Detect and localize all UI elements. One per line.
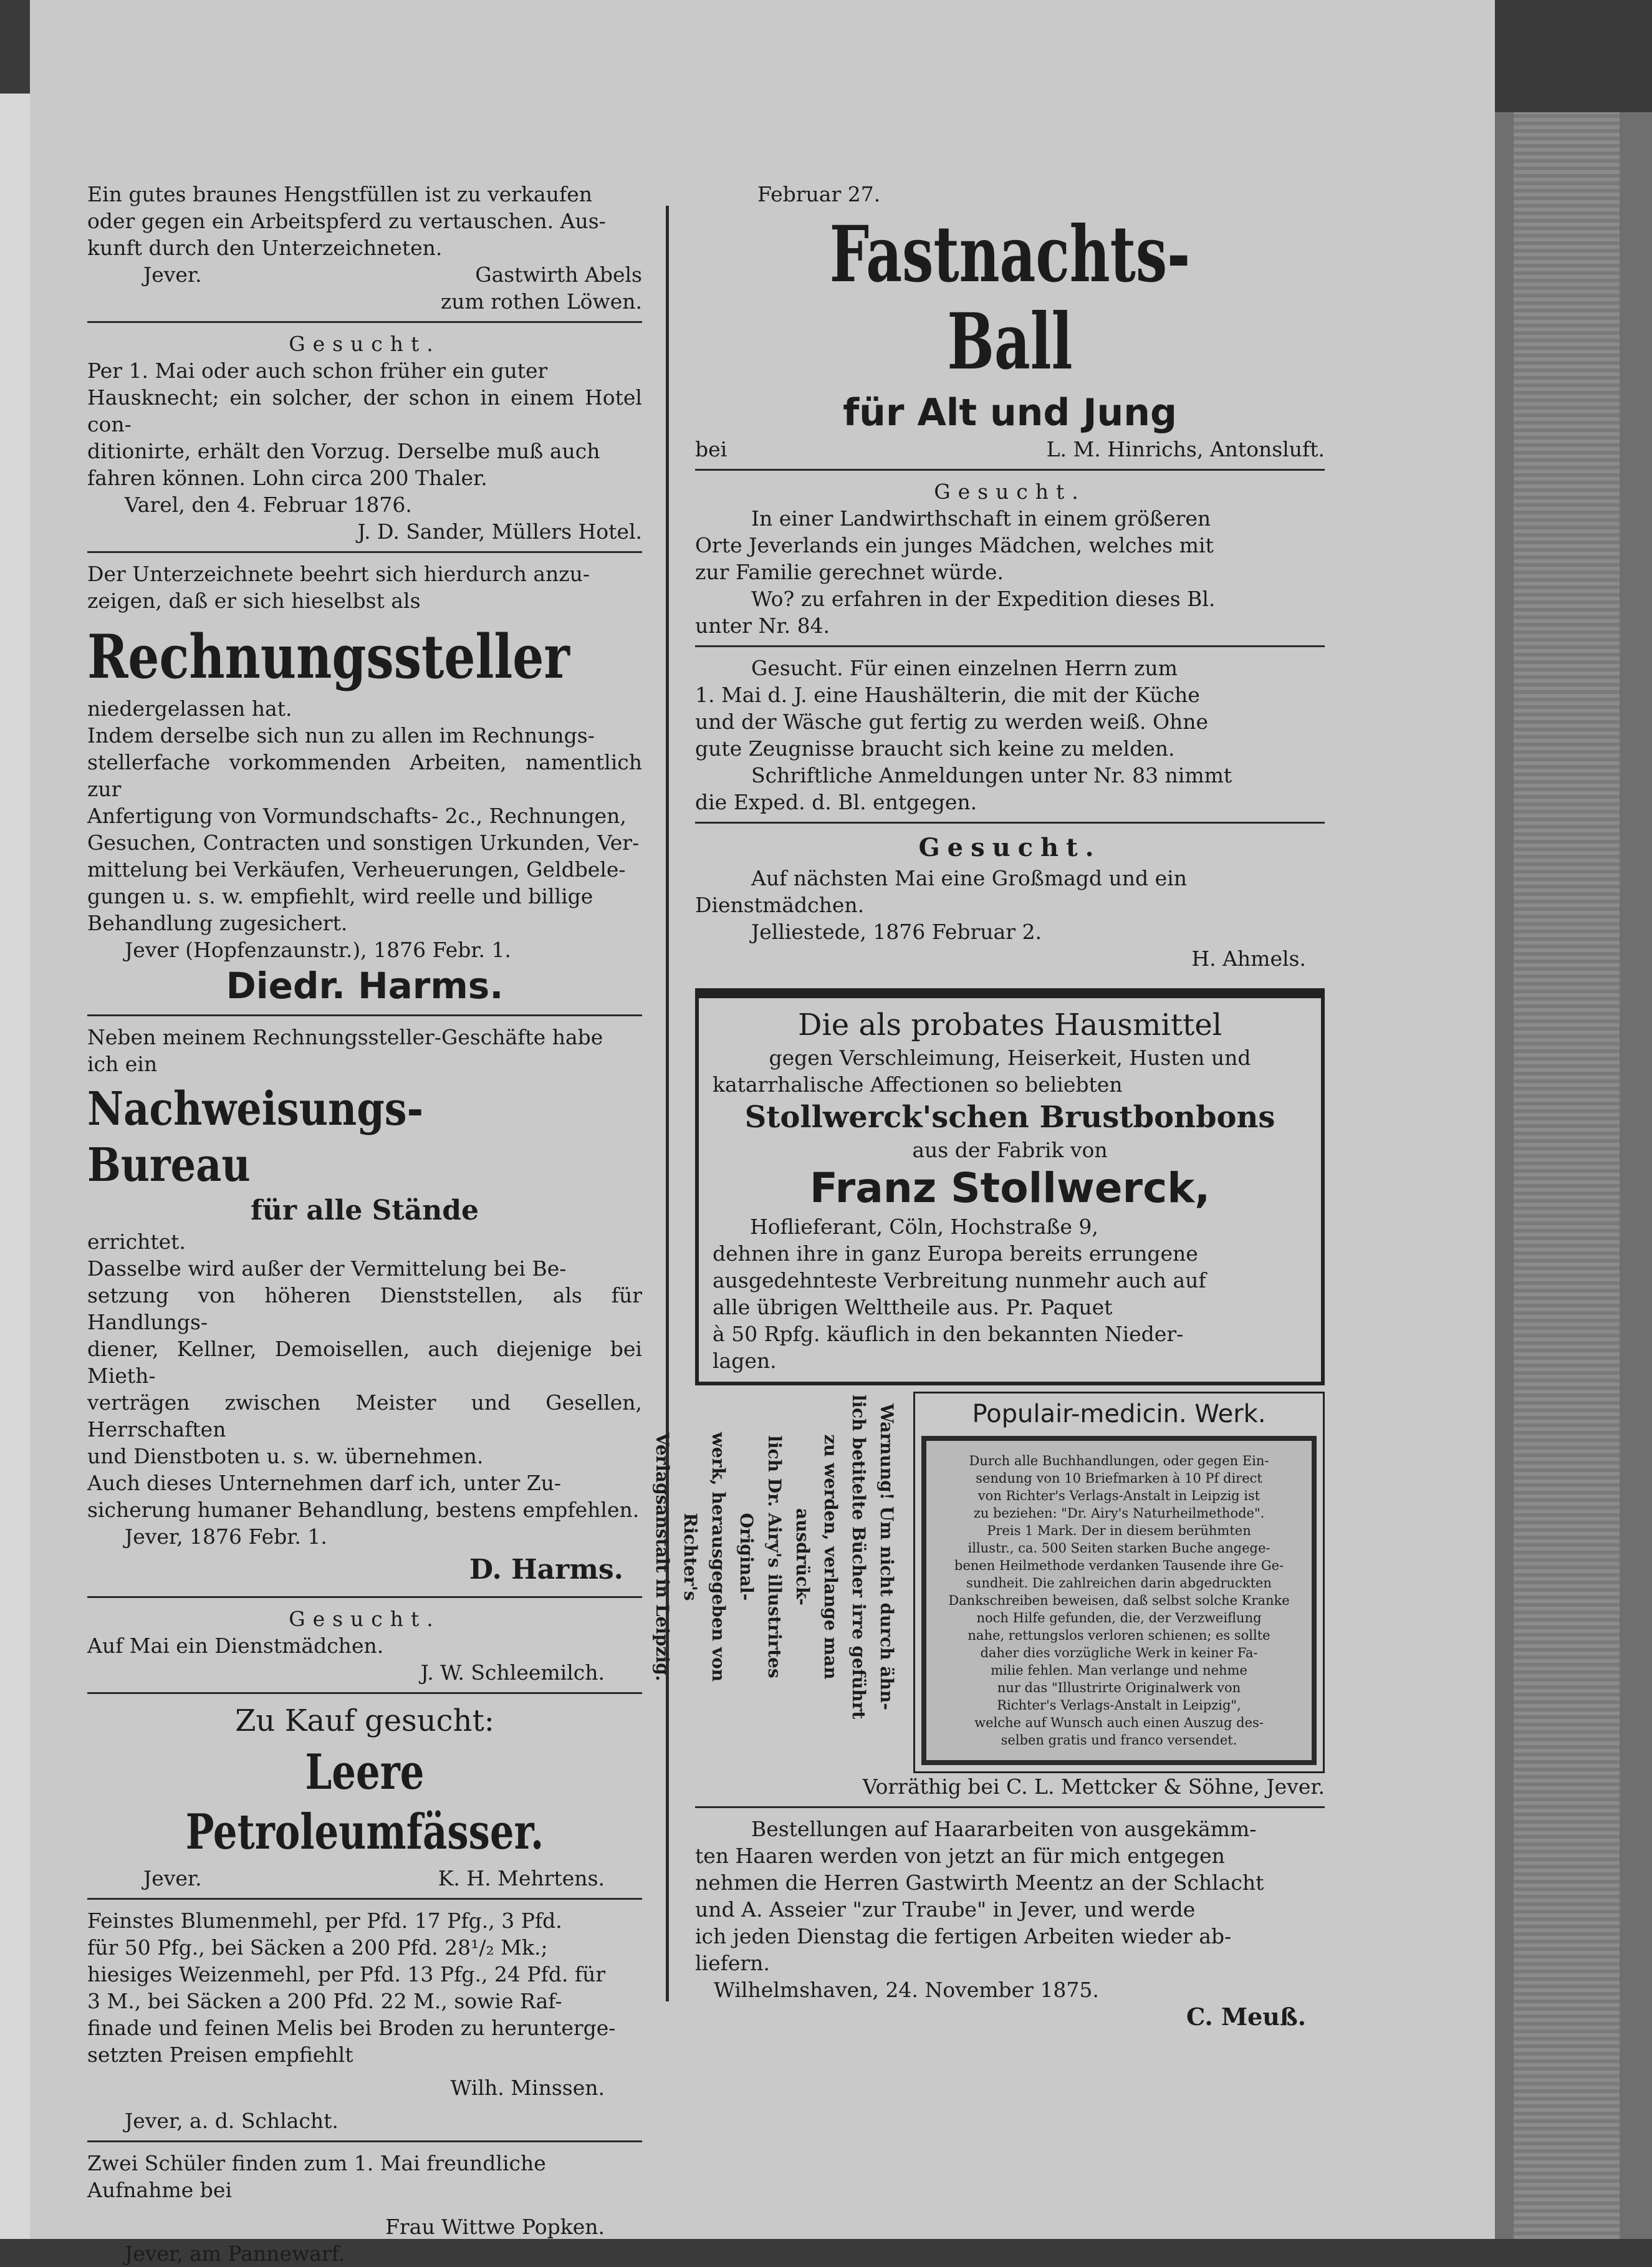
ad-line: gegen Verschleimung, Heiserkeit, Husten und <box>769 1046 1251 1070</box>
ad-line: Ein gutes braunes Hengstfüllen ist zu verkaufen <box>87 182 592 206</box>
ad-signature: L. M. Hinrichs, Antonsluft. <box>1046 437 1325 461</box>
medicin-box <box>913 1392 1325 1773</box>
warning-line: lich Dr. Airy's illustrirtes Original- <box>736 1435 785 1678</box>
warning-vertical <box>652 1392 901 1722</box>
ad-line: die Exped. d. Bl. entgegen. <box>695 790 977 814</box>
ad-signature: J. W. Schleemilch. <box>420 1660 605 1685</box>
ad-signature: zum rothen Löwen. <box>440 289 642 314</box>
ad-date: Varel, den 4. Februar 1876. <box>125 493 412 517</box>
ad-title: Stollwerck'schen Brustbonbons <box>744 1100 1275 1135</box>
medicin-line: selben gratis und franco versendet. <box>1001 1733 1237 1748</box>
adjacent-page-edge <box>0 94 30 2239</box>
ad-line: zeigen, daß er sich hieselbst als <box>87 589 421 613</box>
ad-firm: Franz Stollwerck, <box>809 1164 1211 1212</box>
ad-stollwerck <box>695 988 1325 1385</box>
ad-title: Rechnungssteller <box>87 622 570 692</box>
ad-line: Indem derselbe sich nun zu allen im Rechnungs- <box>87 723 595 748</box>
ad-line: katarrhalische Affectionen so beliebten <box>713 1072 1123 1097</box>
ad-line: und Dienstboten u. s. w. übernehmen. <box>87 1444 484 1468</box>
medicin-line: Dankschreiben beweisen, daß selbst solche Kranke <box>948 1593 1290 1608</box>
ad-line: und A. Asseier "zur Traube" in Jever, und werde <box>695 1897 1196 1922</box>
ad-line: Auch dieses Unternehmen darf ich, unter Zu- <box>87 1471 562 1495</box>
ad-haararbeiten <box>695 1816 1325 2030</box>
ad-signature: J. D. Sander, Müllers Hotel. <box>357 519 642 544</box>
ad-place: Jever. <box>143 262 202 287</box>
ad-place: Jever. <box>143 1866 202 1890</box>
ad-divider <box>87 1692 642 1694</box>
book-edge <box>1495 112 1652 2239</box>
ad-line: unter Nr. 84. <box>695 614 830 638</box>
ad-line: 1. Mai d. J. eine Haushälterin, die mit der Küche <box>695 683 1200 707</box>
ad-dienstmaedchen <box>87 1605 642 1686</box>
ad-line: fahren können. Lohn circa 200 Thaler. <box>87 466 487 490</box>
ad-line: Hoflieferant, Cöln, Hochstraße 9, <box>750 1215 1098 1239</box>
medicin-line: Durch alle Buchhandlungen, oder gegen Ein- <box>969 1453 1269 1468</box>
ad-line: nehmen die Herren Gastwirth Meentz an der Schlacht <box>695 1870 1264 1895</box>
ad-line: setzten Preisen empfiehlt <box>87 2043 353 2067</box>
ad-title: Fastnachts-Ball <box>829 209 1191 387</box>
warning-line: zu werden, verlange man ausdrück- <box>792 1434 841 1680</box>
ad-grossmagd <box>695 831 1325 972</box>
ad-line: für 50 Pfg., bei Säcken a 200 Pfd. 28¹/₂ Mk.; <box>87 1935 548 1960</box>
ad-date: Jelliestede, 1876 Februar 2. <box>751 920 1042 944</box>
ad-line: hiesiges Weizenmehl, per Pfd. 13 Pfg., 24 Pfd. für <box>87 1962 606 1986</box>
warning-line: werk, herausgegeben von Richter's <box>680 1432 729 1682</box>
medicin-line: nur das "Illustrirte Originalwerk von <box>997 1680 1241 1695</box>
ad-line: verträgen zwischen Meister und Gesellen, Herrschaften <box>87 1390 642 1442</box>
ad-divider <box>87 1898 642 1900</box>
medicin-line: illustr., ca. 500 Seiten starken Buche angege- <box>968 1541 1270 1556</box>
ad-line: Feinstes Blumenmehl, per Pfd. 17 Pfg., 3 Pfd. <box>87 1908 562 1933</box>
ad-line: bei <box>695 437 728 461</box>
ad-signature: H. Ahmels. <box>1191 946 1306 971</box>
ad-line: diener, Kellner, Demoisellen, auch diejenige bei Mieth- <box>87 1337 642 1388</box>
ad-hengstfuellen <box>87 181 642 315</box>
medicin-line: daher dies vorzügliche Werk in keiner Fa- <box>980 1645 1258 1660</box>
ad-line: gute Zeugnisse braucht sich keine zu melden. <box>695 736 1175 761</box>
ad-date: Wilhelmshaven, 24. November 1875. <box>714 1978 1099 2002</box>
ad-signature: Diedr. Harms. <box>226 965 504 1007</box>
medicin-line: Preis 1 Mark. Der in diesem berühmten <box>987 1523 1251 1538</box>
medicin-box-title: Populair-medicin. Werk. <box>972 1400 1266 1428</box>
ad-line: niedergelassen hat. <box>87 696 292 721</box>
ad-divider <box>695 469 1325 471</box>
ad-line: ich jeden Dienstag die fertigen Arbeiten wieder ab- <box>695 1924 1232 1948</box>
ad-line: Zwei Schüler finden zum 1. Mai freundliche <box>87 2151 546 2175</box>
ad-schueler <box>87 2150 642 2267</box>
ad-line: setzung von höheren Dienststellen, als für Handlungs- <box>87 1283 642 1334</box>
medicin-line: milie fehlen. Man verlange und nehme <box>991 1663 1247 1678</box>
medicin-line: von Richter's Verlags-Anstalt in Leipzig ist <box>977 1488 1261 1503</box>
ad-petroleumfaesser <box>87 1701 642 1892</box>
ad-heading: Die als probates Hausmittel <box>797 1008 1222 1042</box>
ad-line: zur Familie gerechnet würde. <box>695 560 1004 584</box>
warning-line: Warnung! Um nicht durch ähn- <box>876 1403 897 1710</box>
ad-line: ausgedehnteste Verbreitung nunmehr auch auf <box>713 1268 1206 1292</box>
ad-date: Jever (Hopfenzaunstr.), 1876 Febr. 1. <box>125 938 511 962</box>
ad-heading: Gesucht. <box>934 479 1086 504</box>
ad-haushaelterin <box>695 655 1325 816</box>
ad-line: Per 1. Mai oder auch schon früher ein guter <box>87 359 548 383</box>
ad-line: stellerfache vorkommenden Arbeiten, namentlich zur <box>87 750 642 801</box>
ad-date: Februar 27. <box>757 182 881 206</box>
ad-line: Aufnahme bei <box>87 2178 232 2202</box>
medicin-line: sundheit. Die zahlreichen darin abgedruckten <box>966 1576 1272 1591</box>
ad-line: oder gegen ein Arbeitspferd zu vertauschen. Aus- <box>87 209 606 233</box>
medicin-line: noch Hilfe gefunden, die, der Verzweiflung <box>976 1610 1262 1625</box>
medicin-line: benen Heilmethode verdanken Tausende ihre Ge- <box>954 1558 1284 1573</box>
ad-line: ten Haaren werden von jetzt an für mich entgegen <box>695 1844 1225 1868</box>
ad-signature: Gastwirth Abels <box>475 262 642 287</box>
left-column <box>87 181 642 2267</box>
ad-line: gungen u. s. w. empfiehlt, wird reelle und billige <box>87 884 593 908</box>
ad-line: dehnen ihre in ganz Europa bereits errungene <box>713 1241 1198 1266</box>
ad-line: lagen. <box>713 1349 777 1373</box>
ad-line: Auf nächsten Mai eine Großmagd und ein <box>751 866 1187 890</box>
medicin-line: nahe, rettungslos verloren schienen; es sollte <box>968 1628 1270 1643</box>
medicin-box-inner <box>921 1436 1317 1765</box>
ad-line: liefern. <box>695 1951 770 1975</box>
ad-stockist: Vorräthig bei C. L. Mettcker & Söhne, Jever. <box>862 1774 1325 1799</box>
ad-line: Schriftliche Anmeldungen unter Nr. 83 nimmt <box>751 763 1232 787</box>
ad-airy <box>652 1392 1325 1773</box>
ad-date: Jever, 1876 Febr. 1. <box>125 1524 327 1549</box>
ad-signature: K. H. Mehrtens. <box>438 1866 605 1890</box>
ad-junges-maedchen <box>695 478 1325 639</box>
ad-title: Leere Petroleumfässer. <box>185 1744 544 1860</box>
ad-line: Anfertigung von Vormundschafts- 2c., Rechnungen, <box>87 804 627 828</box>
ad-signature: D. Harms. <box>469 1554 623 1586</box>
ad-line: errichtet. <box>87 1230 186 1254</box>
ad-divider <box>87 2140 642 2142</box>
ad-line: ditionirte, erhält den Vorzug. Derselbe muß auch <box>87 439 600 463</box>
ad-line: alle übrigen Welttheile aus. Pr. Paquet <box>713 1295 1113 1319</box>
ad-place: Jever, am Pannewarf. <box>125 2241 345 2266</box>
ad-heading: Zu Kauf gesucht: <box>235 1703 494 1738</box>
ad-heading: Gesucht. <box>289 332 441 356</box>
medicin-line: zu beziehen: "Dr. Airy's Naturheilmethode". <box>973 1506 1265 1521</box>
ad-line: Neben meinem Rechnungssteller-Geschäfte habe <box>87 1025 603 1049</box>
right-column <box>652 181 1325 2031</box>
ad-divider <box>87 321 642 323</box>
ad-line: Dasselbe wird außer der Vermittelung bei Be- <box>87 1256 567 1281</box>
ad-line: In einer Landwirthschaft in einem größeren <box>751 506 1211 531</box>
ad-line: Auf Mai ein Dienstmädchen. <box>87 1634 384 1658</box>
ad-nachweisungs-bureau <box>87 1024 642 1590</box>
ad-blumenmehl <box>87 1907 642 2134</box>
ad-line: aus der Fabrik von <box>912 1138 1108 1162</box>
ad-divider <box>87 1596 642 1598</box>
medicin-line: Richter's Verlags-Anstalt in Leipzig", <box>997 1698 1241 1713</box>
ad-line: Bestellungen auf Haararbeiten von ausgekämm- <box>751 1817 1257 1841</box>
medicin-line: sendung von 10 Briefmarken à 10 Pf direct <box>976 1471 1262 1486</box>
warning-line: lich betitelte Bücher irre geführt <box>848 1394 869 1720</box>
ad-heading: Gesucht. <box>918 833 1102 862</box>
ad-line: Dienstmädchen. <box>695 893 865 917</box>
ad-line: Wo? zu erfahren in der Expedition dieses Bl. <box>751 587 1216 611</box>
column-rule <box>666 206 669 2001</box>
ad-line: Gesuchen, Contracten und sonstigen Urkunden, Ver- <box>87 830 640 855</box>
ad-line: Hausknecht; ein solcher, der schon in einem Hotel con- <box>87 385 642 436</box>
ad-divider <box>695 1806 1325 1808</box>
ad-divider <box>87 1014 642 1016</box>
ad-line: ich ein <box>87 1052 158 1076</box>
ad-line: Orte Jeverlands ein junges Mädchen, welches mit <box>695 533 1214 557</box>
ad-fastnachts-ball <box>695 181 1325 463</box>
ad-line: finade und feinen Melis bei Broden zu herunterge- <box>87 2016 616 2040</box>
ad-signature: Wilh. Minssen. <box>450 2076 605 2100</box>
ad-line: à 50 Rpfg. käuflich in den bekannten Nieder- <box>713 1322 1184 1346</box>
ad-subtitle: für Alt und Jung <box>843 391 1177 435</box>
ad-place: Jever, a. d. Schlacht. <box>125 2109 339 2133</box>
ad-rechnungssteller <box>87 561 642 1008</box>
ad-subtitle: für alle Stände <box>250 1195 479 1226</box>
ad-line: Behandlung zugesichert. <box>87 911 348 935</box>
ad-heading: Gesucht. <box>289 1607 441 1631</box>
ad-signature: Frau Wittwe Popken. <box>385 2215 605 2239</box>
warning-line: Verlagsanstalt in Leipzig. <box>652 1432 673 1682</box>
ad-line: mittelung bei Verkäufen, Verheuerungen, Geldbele- <box>87 857 626 882</box>
medicin-line: welche auf Wunsch auch einen Auszug des- <box>974 1715 1264 1730</box>
ad-title: Nachweisungs-Bureau <box>87 1082 423 1192</box>
ad-line: sicherung humaner Behandlung, bestens empfehlen. <box>87 1498 640 1522</box>
ad-line: kunft durch den Unterzeichneten. <box>87 236 443 260</box>
ad-divider <box>695 822 1325 824</box>
ad-signature: C. Meuß. <box>1186 2003 1306 2031</box>
ad-divider <box>695 645 1325 647</box>
ad-line: und der Wäsche gut fertig zu werden weiß. Ohne <box>695 710 1209 734</box>
ad-line: 3 M., bei Säcken a 200 Pfd. 22 M., sowie Raf- <box>87 1989 562 2013</box>
ad-divider <box>87 551 642 553</box>
ad-hausknecht <box>87 330 642 545</box>
book-edge-pages <box>1514 112 1620 2239</box>
ad-line: Der Unterzeichnete beehrt sich hierdurch anzu- <box>87 562 590 586</box>
ad-line: Gesucht. Für einen einzelnen Herrn zum <box>751 656 1178 680</box>
